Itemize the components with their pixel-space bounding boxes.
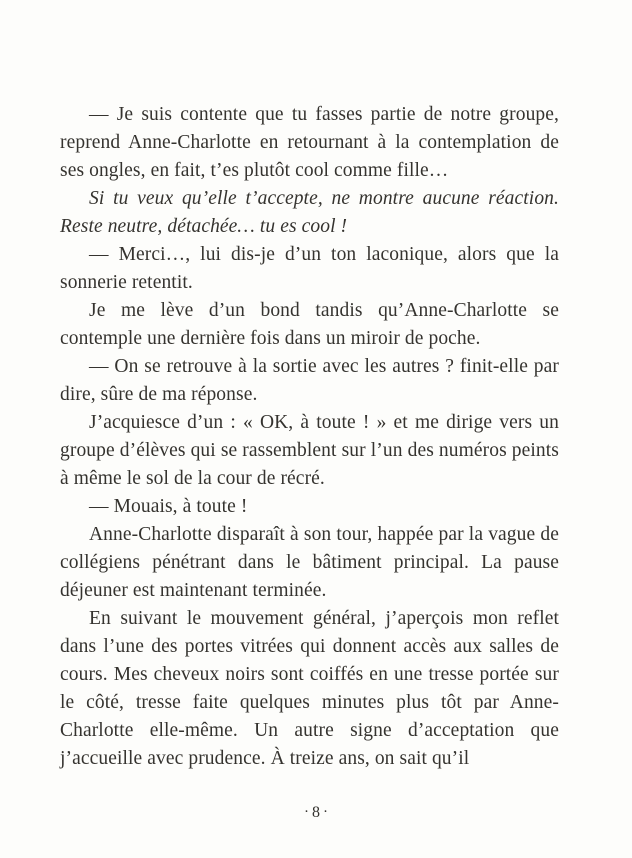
folio-right-dot: · (323, 804, 328, 820)
body-text (60, 101, 559, 773)
paragraph-dialogue-contente: — Je suis contente que tu fasses partie de notre groupe, reprend Anne-Charlotte en retournant à la contemplation de ses ongles, en fait, t’es plutôt cool comme fille… (60, 104, 559, 181)
paragraph-narration-disparait: Anne-Charlotte disparaît à son tour, happée par la vague de collégiens pénétrant dans le bâtiment principal. La pause déjeuner est maintenant terminée. (60, 524, 559, 601)
folio-left-dot: · (304, 804, 309, 820)
paragraph-narration-acquiesce: J’acquiesce d’un : « OK, à toute ! » et me dirige vers un groupe d’élèves qui se rassemblent sur l’un des numéros peints à même le sol de la cour de récré. (60, 412, 559, 489)
paragraph-narration-reflet: En suivant le mouvement général, j’aperçois mon reflet dans l’une des portes vitrées qui donnent accès aux salles de cours. Mes cheveux noirs sont coiffés en une tresse portée sur le côté, tresse faite quelques minutes plus tôt par Anne-Charlotte elle-même. Un autre signe d’acceptation que j’accueille avec prudence. À treize ans, on sait qu’il (60, 608, 559, 769)
paragraph-dialogue-mouais: — Mouais, à toute ! (89, 496, 248, 517)
paragraph-dialogue-merci: — Merci…, lui dis-je d’un ton laconique, alors que la sonnerie retentit. (60, 244, 559, 293)
folio-number: 8 (312, 804, 320, 821)
paragraph-inner-thought: Si tu veux qu’elle t’accepte, ne montre aucune réaction. Reste neutre, détachée… tu es cool ! (60, 188, 559, 237)
paragraph-dialogue-sortie: — On se retrouve à la sortie avec les autres ? finit-elle par dire, sûre de ma réponse. (60, 356, 559, 405)
paragraph-narration-leve: Je me lève d’un bond tandis qu’Anne-Charlotte se contemple une dernière fois dans un miroir de poche. (60, 300, 559, 349)
page-number (0, 804, 632, 822)
